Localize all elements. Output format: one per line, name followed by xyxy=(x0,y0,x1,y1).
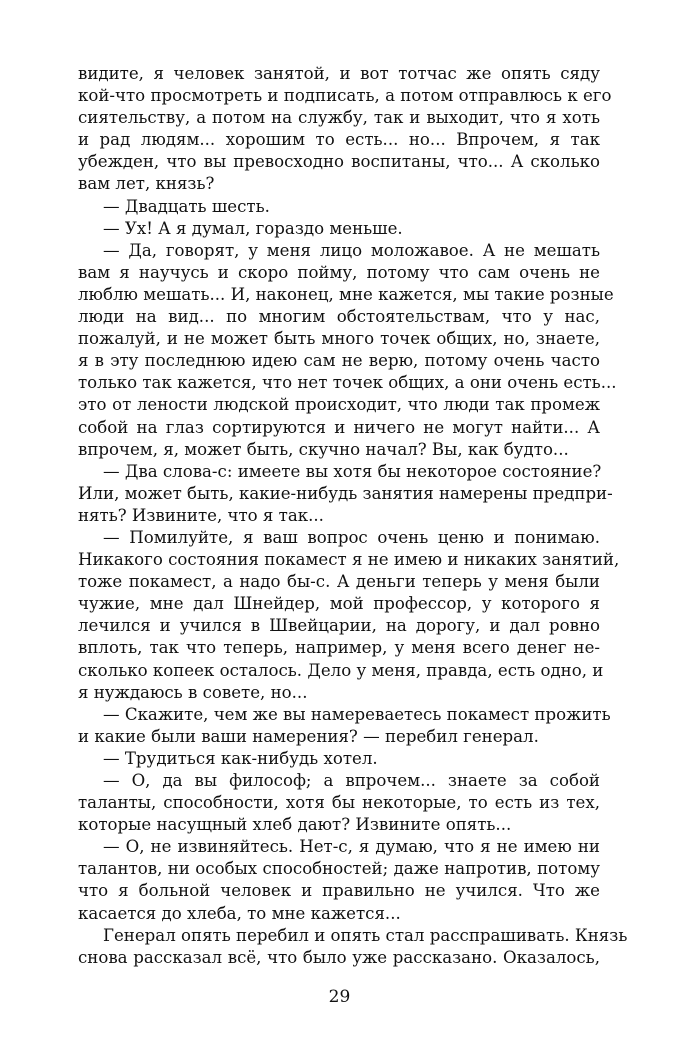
text-line xyxy=(78,328,600,350)
text-line-content: только так кажется, что нет точек общих, а они очень есть... xyxy=(78,373,617,393)
text-line-content: и рад людям... хорошим то есть... но... Впрочем, я так xyxy=(78,130,600,150)
text-line xyxy=(78,858,600,880)
text-line-content: — Два слова-с: имеете вы хотя бы некоторое состояние? xyxy=(103,461,602,481)
text-line xyxy=(78,417,600,439)
text-line-content: я в эту последнюю идею сам не верю, потому очень часто xyxy=(78,351,600,371)
text-line-content: пожалуй, и не может быть много точек общих, но, знаете, xyxy=(78,329,600,349)
text-line-content: Или, может быть, какие-нибудь занятия намерены предпри- xyxy=(78,483,613,503)
text-line xyxy=(78,615,600,637)
body-text xyxy=(78,63,628,969)
text-line xyxy=(78,173,600,195)
page-number: 29 xyxy=(328,987,351,1007)
text-line xyxy=(78,770,600,792)
text-line-content: — Двадцать шесть. xyxy=(103,196,270,216)
text-line xyxy=(78,85,612,107)
text-line xyxy=(78,814,600,836)
text-line xyxy=(78,394,600,416)
text-line xyxy=(78,549,620,571)
text-line xyxy=(78,240,600,262)
text-line xyxy=(78,372,617,394)
text-line-content: таланты, способности, хотя бы некоторые, то есть из тех, xyxy=(78,793,600,813)
text-line-content: нять? Извините, что я так... xyxy=(78,505,324,525)
text-line xyxy=(78,682,600,704)
text-line xyxy=(78,107,600,129)
text-line xyxy=(78,284,614,306)
text-line-content: — Помилуйте, я ваш вопрос очень ценю и понимаю. xyxy=(103,527,600,547)
text-line-content: лечился и учился в Швейцарии, на дорогу, и дал ровно xyxy=(78,616,600,636)
text-line xyxy=(78,218,600,240)
text-line-content: собой на глаз сортируются и ничего не могут найти... А xyxy=(78,417,600,437)
text-line xyxy=(78,461,600,483)
text-line-content: касается до хлеба, то мне кажется... xyxy=(78,903,401,923)
text-line xyxy=(78,726,600,748)
text-line xyxy=(78,527,600,549)
text-line xyxy=(78,262,600,284)
text-line-content: — Да, говорят, у меня лицо моложавое. А не мешать xyxy=(103,240,600,260)
text-line xyxy=(78,350,600,372)
text-line xyxy=(78,660,604,682)
text-line-content: талантов, ни особых способностей; даже напротив, потому xyxy=(78,859,600,879)
text-line-content: которые насущный хлеб дают? Извините опять... xyxy=(78,815,512,835)
text-line xyxy=(78,505,600,527)
text-line xyxy=(78,129,600,151)
text-line-content: снова рассказал всё, что было уже рассказано. Оказалось, xyxy=(78,947,600,967)
text-line-content: впрочем, я, может быть, скучно начал? Вы, как будто... xyxy=(78,439,569,459)
text-line xyxy=(78,593,600,615)
text-line-content: и какие были ваши намерения? — перебил генерал. xyxy=(78,726,539,746)
text-line-content: видите, я человек занятой, и вот тотчас же опять сяду xyxy=(78,64,600,83)
text-line-content: — О, да вы философ; а впрочем... знаете за собой xyxy=(103,771,600,790)
text-line-content: Никакого состояния покамест я не имею и никаких занятий, xyxy=(78,550,620,570)
text-line-content: — О, не извиняйтесь. Нет-с, я думаю, что я не имею ни xyxy=(103,837,600,857)
text-line xyxy=(78,792,600,814)
text-line xyxy=(78,704,611,726)
text-line-content: — Ух! А я думал, гораздо меньше. xyxy=(103,218,403,238)
text-line-content: убежден, что вы превосходно воспитаны, что... А сколько xyxy=(78,152,600,172)
text-line-content: что я больной человек и правильно не учился. Что же xyxy=(78,881,600,901)
text-line-content: это от лености людской происходит, что люди так промеж xyxy=(78,395,600,415)
text-line-content: — Скажите, чем же вы намереваетесь покамест прожить xyxy=(103,704,611,724)
text-line-content: сиятельству, а потом на службу, так и выходит, что я хоть xyxy=(78,108,600,128)
text-line-content: вплоть, так что теперь, например, у меня всего денег не- xyxy=(78,638,600,658)
text-line xyxy=(78,306,600,328)
text-line-content: вам я научусь и скоро пойму, потому что сам очень не xyxy=(78,262,600,282)
text-line xyxy=(78,748,600,770)
text-line xyxy=(78,836,600,858)
text-line xyxy=(78,637,600,659)
text-line-content: Генерал опять перебил и опять стал расспрашивать. Князь xyxy=(103,925,628,945)
text-line-content: люди на вид... по многим обстоятельствам, что у нас, xyxy=(78,307,600,327)
text-line xyxy=(78,196,600,218)
text-line xyxy=(78,483,613,505)
text-line-content: кой-что просмотреть и подписать, а потом отправлюсь к его xyxy=(78,86,612,106)
text-line xyxy=(78,880,600,902)
text-line xyxy=(78,63,600,85)
text-line-content: — Трудиться как-нибудь хотел. xyxy=(103,748,378,768)
text-line-content: чужие, мне дал Шнейдер, мой профессор, у которого я xyxy=(78,594,600,614)
text-line xyxy=(78,439,600,461)
text-line-content: тоже покамест, а надо бы-с. А деньги теперь у меня были xyxy=(78,572,600,592)
text-line xyxy=(78,947,600,969)
text-line-content: люблю мешать... И, наконец, мне кажется, мы такие розные xyxy=(78,284,614,304)
text-line-content: сколько копеек осталось. Дело у меня, правда, есть одно, и xyxy=(78,660,604,680)
text-line xyxy=(78,571,600,593)
text-line-content: я нуждаюсь в совете, но... xyxy=(78,682,308,702)
text-line xyxy=(78,151,600,173)
text-line xyxy=(78,925,628,947)
text-line xyxy=(78,903,600,925)
text-line-content: вам лет, князь? xyxy=(78,174,215,194)
